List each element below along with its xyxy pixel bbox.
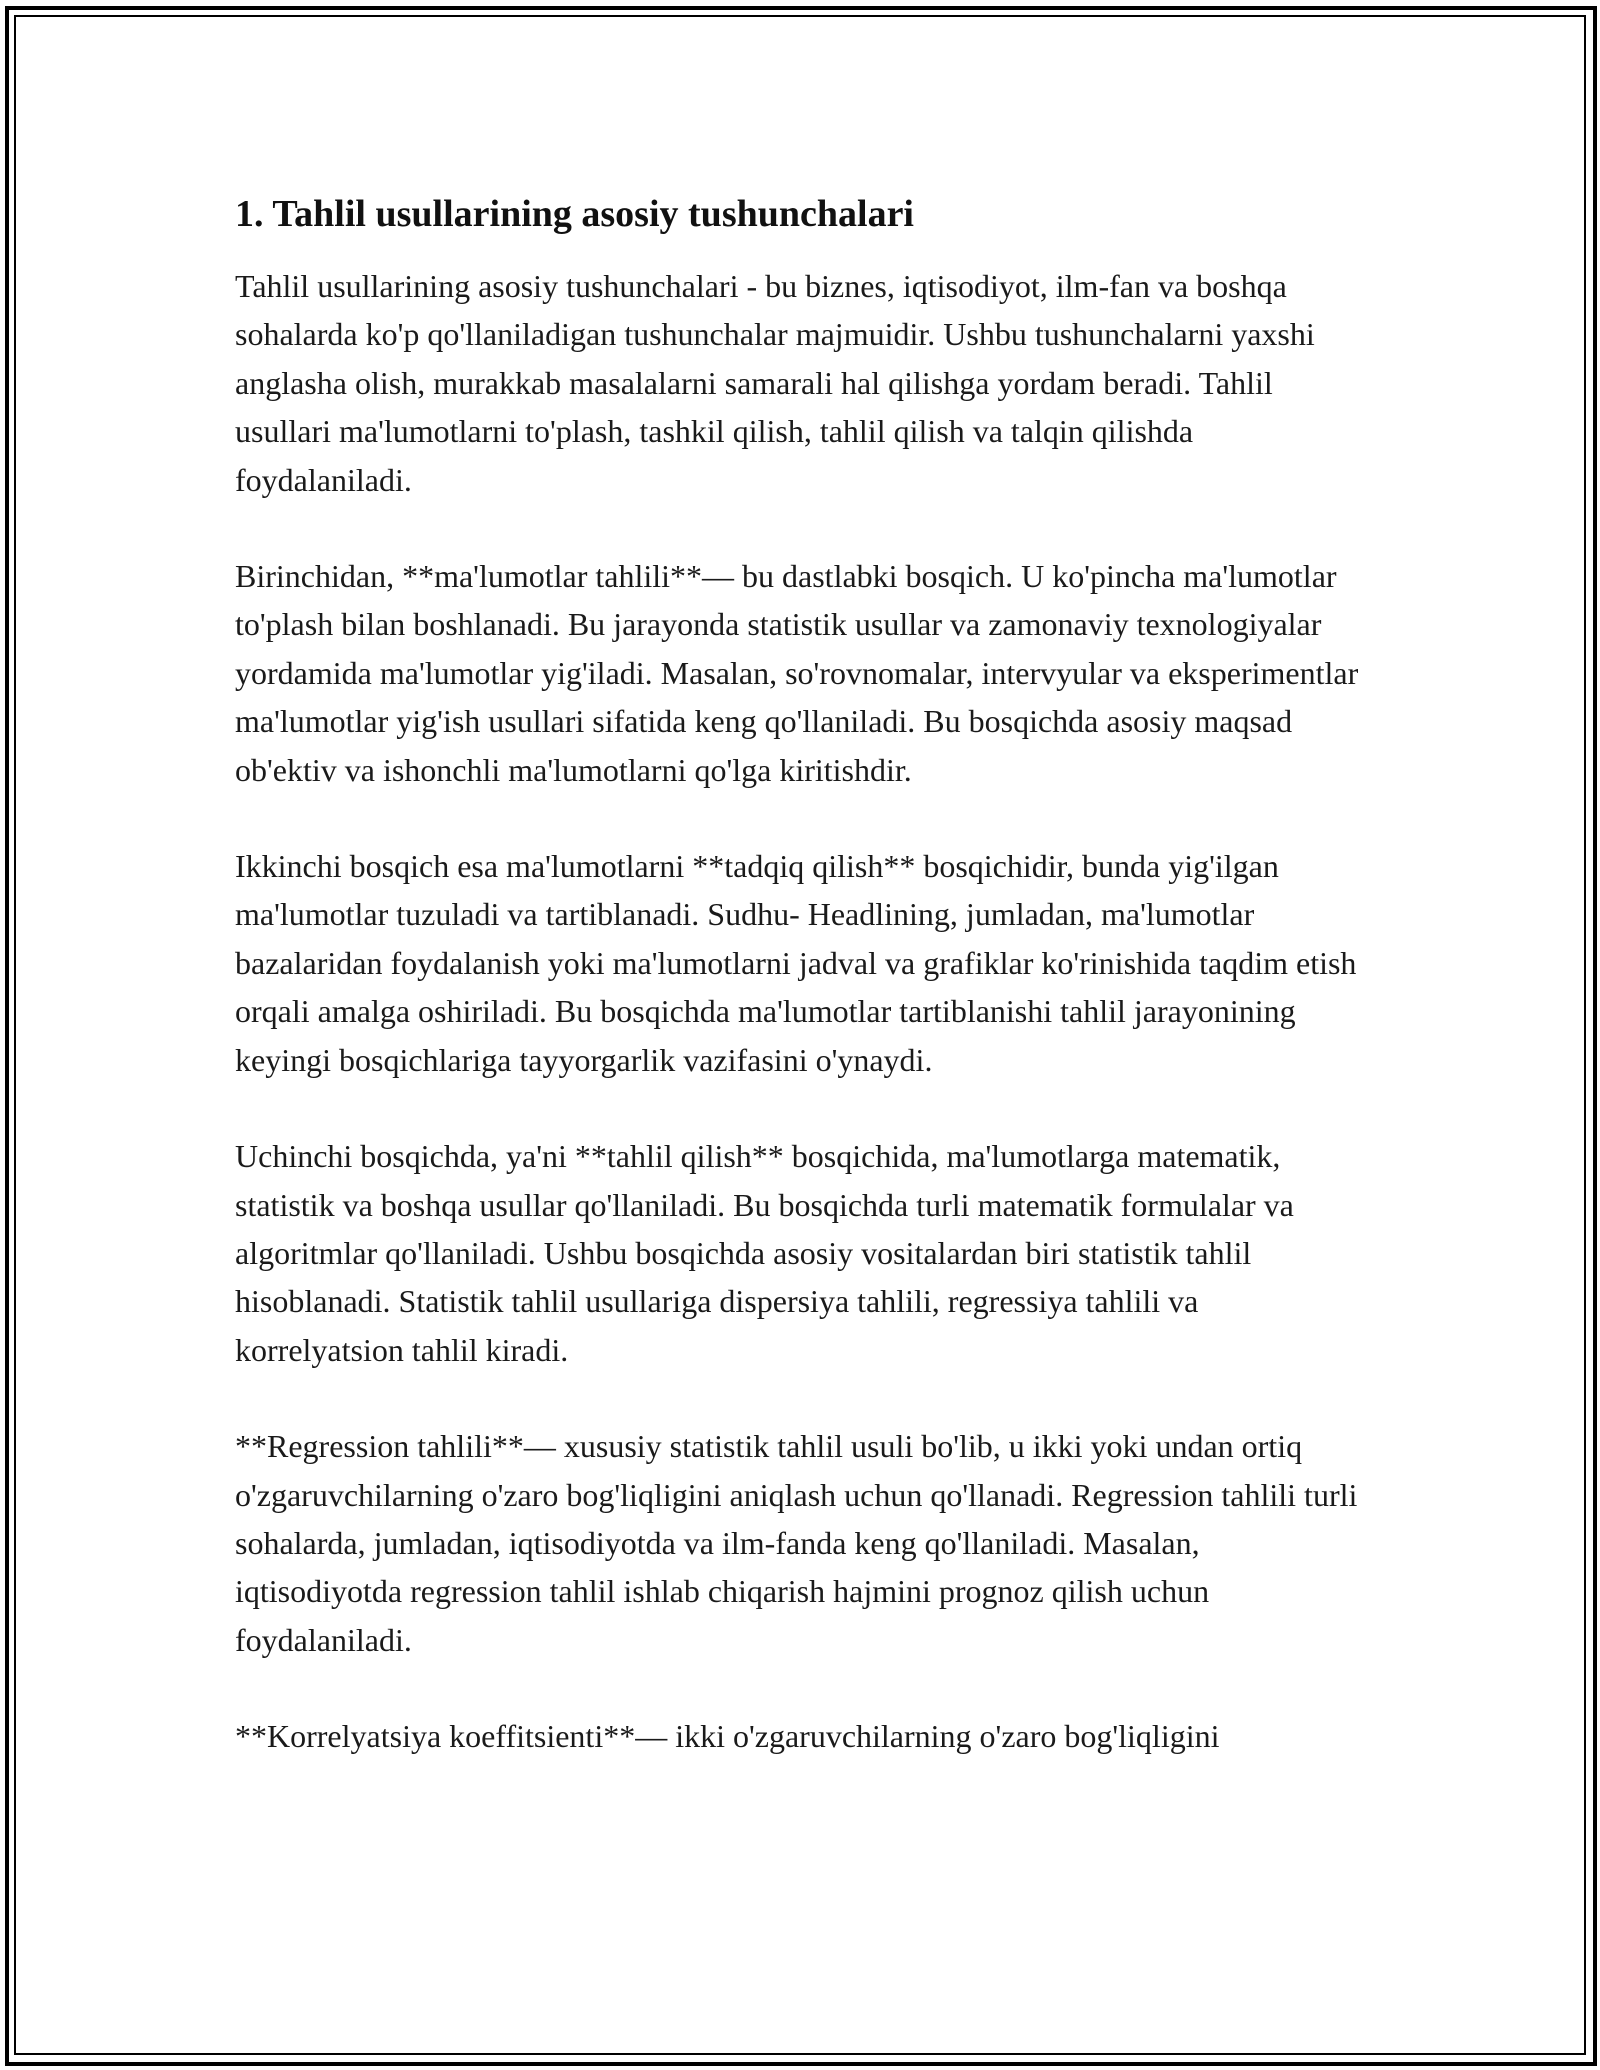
paragraph-correlation: **Korrelyatsiya koeffitsienti**— ikki o'zgaruvchilarning o'zaro bog'liqligini [235, 1718, 1220, 1755]
paragraph-data-analysis: Birinchidan, **ma'lumotlar tahlili**— bu dastlabki bosqich. U ko'pincha ma'lumotlar to'plash bilan boshlanadi. Bu jarayonda statistik usullar va zamonaviy texnologiyalar yordamida ma'lumotlar yig'iladi. Masalan, so'rovnomalar, intervyular va eksperimentlar ma'lumotlar yig'ish usullari sifatida keng qo'llaniladi. Bu bosqichda asosiy maqsad ob'ektiv va ishonchli ma'lumotlarni qo'lga kiritishdir. [235, 558, 1359, 788]
paragraph-regression: **Regression tahlili**— xususiy statistik tahlil usuli bo'lib, u ikki yoki undan ortiq o'zgaruvchilarning o'zaro bog'liqligini aniqlash uchun qo'llanadi. Regression tahlili turli sohalarda, jumladan, iqtisodiyotda va ilm-fanda keng qo'llaniladi. Masalan, iqtisodiyotda regression tahlil ishlab chiqarish hajmini prognoz qilish uchun foydalaniladi. [235, 1428, 1358, 1658]
document-body [235, 186, 1365, 1809]
paragraph-analysis-stage: Uchinchi bosqichda, ya'ni **tahlil qilish** bosqichida, ma'lumotlarga matematik, statistik va boshqa usullar qo'llaniladi. Bu bosqichda turli matematik formulalar va algoritmlar qo'llaniladi. Ushbu bosqichda asosiy vositalardan biri statistik tahlil hisoblanadi. Statistik tahlil usullariga dispersiya tahlili, regressiya tahlili va korrelyatsion tahlil kiradi. [235, 1138, 1294, 1368]
section-heading: 1. Tahlil usullarining asosiy tushunchalari [235, 193, 914, 235]
paragraph-research-stage: Ikkinchi bosqich esa ma'lumotlarni **tadqiq qilish** bosqichidir, bunda yig'ilgan ma'lumotlar tuzuladi va tartiblanadi. Sudhu- Headlining, jumladan, ma'lumotlar bazalaridan foydalanish yoki ma'lumotlarni jadval va grafiklar ko'rinishida taqdim etish orqali amalga oshiriladi. Bu bosqichda ma'lumotlar tartiblanishi tahlil jarayonining keyingi bosqichlariga tayyorgarlik vazifasini o'ynaydi. [235, 848, 1357, 1078]
paragraph-intro: Tahlil usullarining asosiy tushunchalari - bu biznes, iqtisodiyot, ilm-fan va boshqa sohalarda ko'p qo'llaniladigan tushunchalar majmuidir. Ushbu tushunchalarni yaxshi anglasha olish, murakkab masalalarni samarali hal qilishga yordam beradi. Tahlil usullari ma'lumotlarni to'plash, tashkil qilish, tahlil qilish va talqin qilishda foydalaniladi. [235, 268, 1315, 498]
